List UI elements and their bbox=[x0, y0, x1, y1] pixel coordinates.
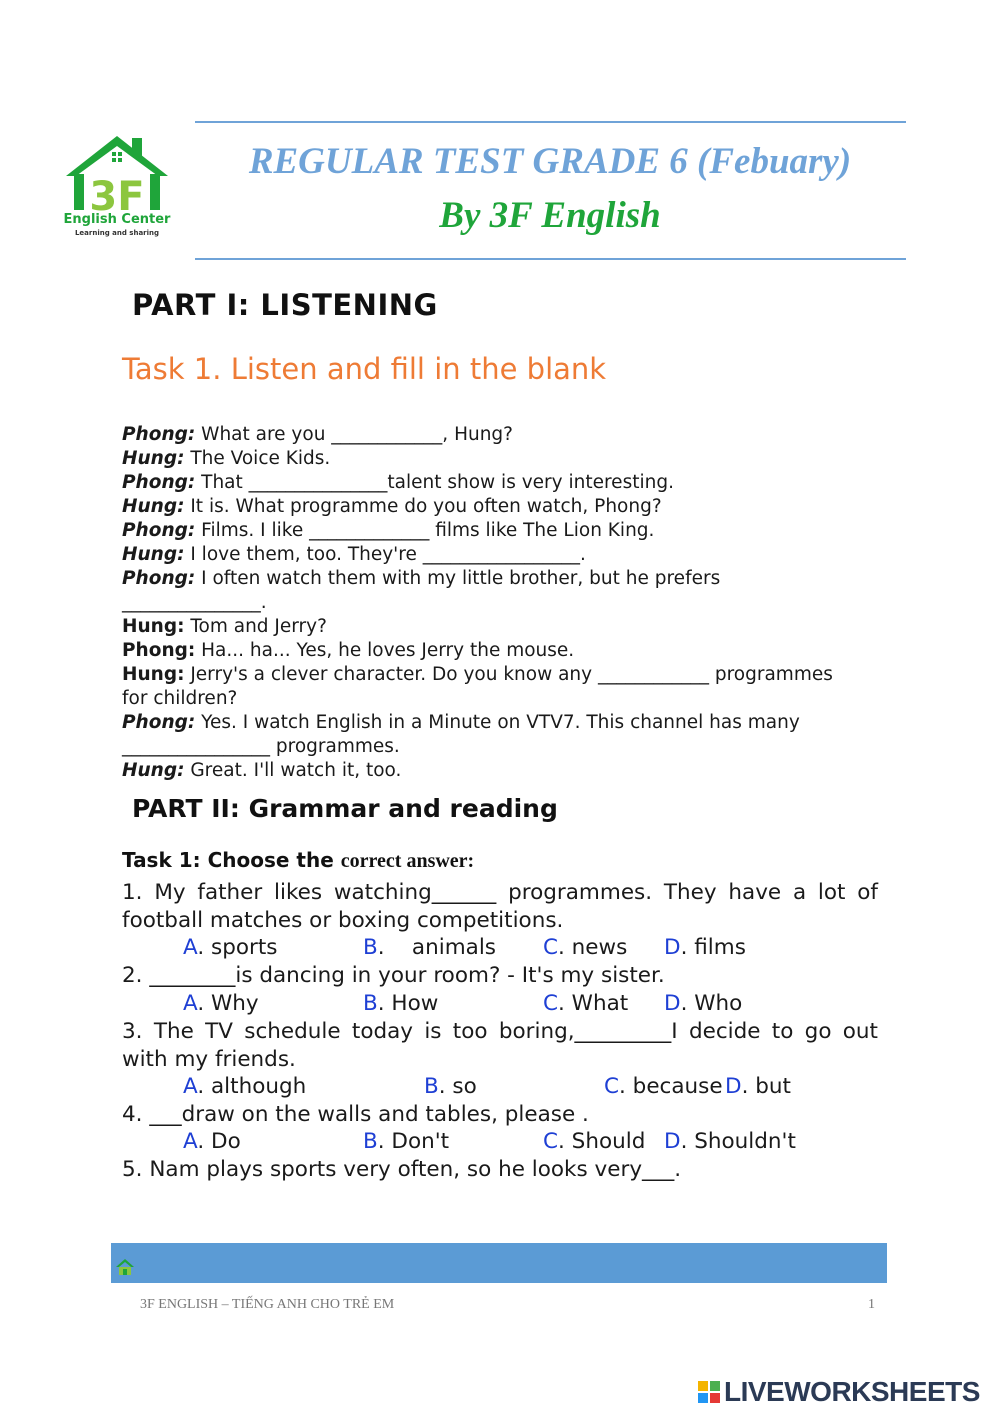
dialogue-line bbox=[122, 519, 912, 543]
dialogue-line bbox=[122, 735, 912, 759]
logo-3f-text: 3F bbox=[89, 174, 145, 218]
dialogue-line bbox=[122, 687, 912, 711]
option-d[interactable]: D. films bbox=[664, 935, 746, 960]
question-1: 1. My father likes watching______ programmes. They have a lot of football matches or boxing competitions. bbox=[122, 880, 878, 933]
option-d[interactable]: D. but bbox=[725, 1074, 791, 1099]
logo-name: English Center bbox=[63, 212, 171, 227]
task-suffix: correct answer: bbox=[340, 850, 475, 872]
part1-heading: PART I: LISTENING bbox=[132, 288, 438, 322]
line-text: I love them, too. They're _________________. bbox=[184, 544, 586, 565]
dialogue-line bbox=[122, 639, 912, 663]
line-text: What are you ____________, Hung? bbox=[195, 424, 513, 445]
option-c[interactable]: C. Should bbox=[543, 1129, 646, 1154]
dialogue-line bbox=[122, 495, 912, 519]
option-a[interactable]: A. Why bbox=[183, 991, 259, 1016]
line-text: The Voice Kids. bbox=[184, 448, 331, 469]
speaker: Phong: bbox=[122, 520, 196, 541]
speaker: Phong: bbox=[122, 640, 196, 661]
question-3: 3. The TV schedule today is too boring,_________I decide to go out with my friends. bbox=[122, 1019, 878, 1072]
line-text: for children? bbox=[122, 688, 238, 709]
line-text: Ha... ha... Yes, he loves Jerry the mouse. bbox=[195, 640, 575, 661]
option-c[interactable]: C. What bbox=[543, 991, 629, 1016]
option-d[interactable]: D. Who bbox=[664, 991, 743, 1016]
speaker: Phong: bbox=[122, 712, 196, 733]
part2-task-heading bbox=[122, 848, 474, 873]
question-2-options bbox=[0, 990, 1000, 1018]
option-a[interactable]: A. Do bbox=[183, 1129, 241, 1154]
dialogue-line bbox=[122, 663, 912, 687]
page-title: REGULAR TEST GRADE 6 (Febuary) bbox=[248, 141, 852, 182]
dialogue-line bbox=[122, 423, 912, 447]
dialogue-line bbox=[122, 471, 912, 495]
home-icon bbox=[115, 1257, 135, 1277]
line-text: It is. What programme do you often watch, Phong? bbox=[184, 496, 662, 517]
line-text: Great. I'll watch it, too. bbox=[184, 760, 402, 781]
option-a[interactable]: A. although bbox=[183, 1074, 307, 1099]
question-5: 5. Nam plays sports very often, so he looks very___. bbox=[122, 1157, 682, 1182]
logo bbox=[62, 130, 172, 240]
part2-heading: PART II: Grammar and reading bbox=[132, 794, 558, 823]
line-text: That _______________talent show is very interesting. bbox=[195, 472, 674, 493]
house-logo-icon bbox=[62, 130, 172, 218]
header-bottom-rule bbox=[195, 258, 906, 260]
option-c[interactable]: C. news bbox=[543, 935, 628, 960]
question-1-options bbox=[0, 934, 1000, 962]
speaker: Phong: bbox=[122, 568, 196, 589]
dialogue-line bbox=[122, 567, 912, 591]
dialogue-line bbox=[122, 543, 912, 567]
dialogue-line bbox=[122, 447, 912, 471]
speaker: Hung: bbox=[122, 448, 185, 469]
page-subtitle: By 3F English bbox=[439, 195, 661, 236]
logo-tagline: Learning and sharing bbox=[74, 229, 160, 237]
line-text: _______________. bbox=[122, 592, 267, 613]
liveworksheets-logo-icon bbox=[698, 1381, 720, 1403]
footer-text: 3F ENGLISH – TIẾNG ANH CHO TRẺ EM bbox=[140, 1297, 395, 1312]
task-prefix: Task 1: Choose the bbox=[122, 848, 341, 872]
option-a[interactable]: A. sports bbox=[183, 935, 278, 960]
line-text: I often watch them with my little brother, but he prefers bbox=[195, 568, 721, 589]
header-top-rule bbox=[195, 121, 906, 123]
speaker: Phong: bbox=[122, 472, 196, 493]
speaker: Hung: bbox=[122, 616, 185, 637]
option-b[interactable]: B. animals bbox=[363, 935, 496, 960]
option-d[interactable]: D. Shouldn't bbox=[664, 1129, 796, 1154]
option-c[interactable]: C. because bbox=[604, 1074, 723, 1099]
dialogue bbox=[122, 423, 912, 783]
speaker: Hung: bbox=[122, 544, 185, 565]
dialogue-line bbox=[122, 591, 912, 615]
option-b[interactable]: B. How bbox=[363, 991, 439, 1016]
dialogue-line bbox=[122, 615, 912, 639]
line-text: Jerry's a clever character. Do you know any ____________ programmes bbox=[184, 664, 833, 685]
dialogue-line bbox=[122, 711, 912, 735]
line-text: Films. I like _____________ films like The Lion King. bbox=[195, 520, 655, 541]
question-3-options bbox=[0, 1073, 1000, 1101]
dialogue-line bbox=[122, 759, 912, 783]
line-text: Yes. I watch English in a Minute on VTV7. This channel has many bbox=[195, 712, 800, 733]
page-number: 1 bbox=[868, 1297, 875, 1312]
speaker: Phong: bbox=[122, 424, 196, 445]
question-4-options bbox=[0, 1128, 1000, 1156]
speaker: Hung: bbox=[122, 760, 185, 781]
question-4: 4. ___draw on the walls and tables, please . bbox=[122, 1102, 589, 1127]
watermark bbox=[698, 1376, 980, 1408]
line-text: ________________ programmes. bbox=[122, 736, 400, 757]
option-b[interactable]: B. so bbox=[424, 1074, 477, 1099]
speaker: Hung: bbox=[122, 664, 185, 685]
footer-bar bbox=[111, 1243, 887, 1283]
watermark-text: LIVEWORKSHEETS bbox=[724, 1376, 980, 1407]
speaker: Hung: bbox=[122, 496, 185, 517]
line-text: Tom and Jerry? bbox=[184, 616, 327, 637]
option-b[interactable]: B. Don't bbox=[363, 1129, 450, 1154]
part1-task-heading: Task 1. Listen and fill in the blank bbox=[122, 352, 607, 386]
question-2: 2. ________is dancing in your room? - It's my sister. bbox=[122, 963, 665, 988]
